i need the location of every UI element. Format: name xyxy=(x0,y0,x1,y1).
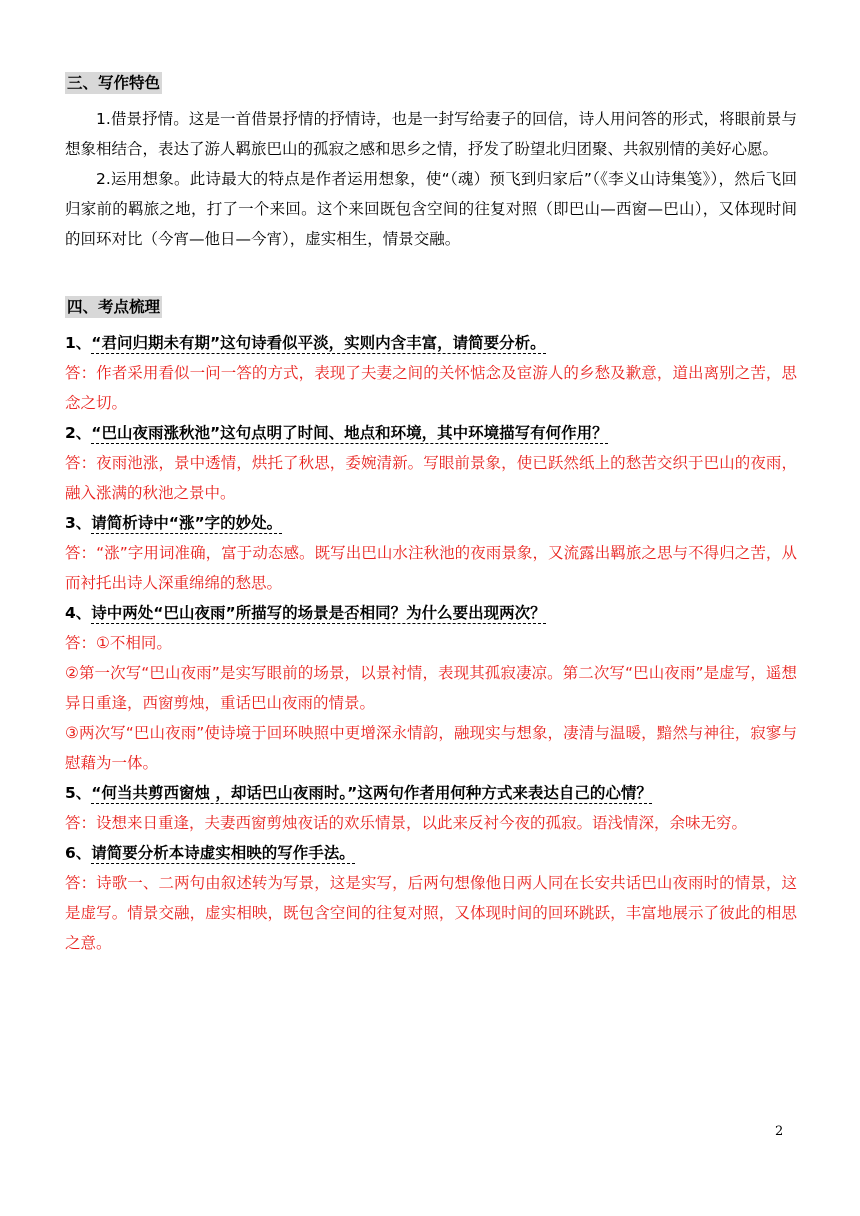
question-text: “巴山夜雨涨秋池”这句点明了时间、地点和环境，其中环境描写有何作用？ xyxy=(91,424,608,442)
answer: 答：“涨”字用词准确，富于动态感。既写出巴山水注秋池的夜雨景象，又流露出羁旅之思与不得归之苦，从而衬托出诗人深重绵绵的愁思。 xyxy=(65,544,797,592)
question-number: 1、 xyxy=(65,334,92,352)
answer: 答：作者采用看似一问一答的方式，表现了夫妻之间的关怀惦念及宦游人的乡愁及歉意，道出离别之苦，思念之切。 xyxy=(65,364,797,412)
question-text: “君问归期未有期”这句诗看似平淡，实则内含丰富，请简要分析。 xyxy=(91,334,546,352)
section-heading: 三、写作特色 xyxy=(67,74,161,92)
qa-item xyxy=(65,328,797,418)
question xyxy=(65,418,797,448)
question-number: 3、 xyxy=(65,514,92,532)
paragraph: 2.运用想象。此诗最大的特点是作者运用想象，使“（魂）预飞到归家后”（《李义山诗集笺》），然后飞回归家前的羁旅之地，打了一个来回。这个来回既包含空间的往复对照（即巴山—西窗—巴山），又体现时间的回环对比（今宵—他日—今宵），虚实相生，情景交融。 xyxy=(65,170,797,248)
question-number: 5、 xyxy=(65,784,92,802)
section-heading: 四、考点梳理 xyxy=(67,298,161,316)
answer: ②第一次写“巴山夜雨”是实写眼前的场景，以景衬情，表现其孤寂凄凉。第二次写“巴山夜雨”是虚写，遥想异日重逢，西窗剪烛，重话巴山夜雨的情景。 xyxy=(65,664,797,712)
question xyxy=(65,838,797,868)
qa-item xyxy=(65,598,797,778)
answer: 答：①不相同。 xyxy=(65,634,172,652)
question-number: 6、 xyxy=(65,844,92,862)
question xyxy=(65,508,797,538)
question-text: 诗中两处“巴山夜雨”所描写的场景是否相同？为什么要出现两次？ xyxy=(91,604,546,622)
question xyxy=(65,778,797,808)
question-number: 2、 xyxy=(65,424,92,442)
question-text: “何当共剪西窗烛 ，却话巴山夜雨时。”这两句作者用何种方式来表达自己的心情？ xyxy=(91,784,652,802)
document-page xyxy=(65,62,797,958)
qa-item xyxy=(65,778,797,838)
qa-item xyxy=(65,838,797,958)
answer: 答：设想来日重逢，夫妻西窗剪烛夜话的欢乐情景，以此来反衬今夜的孤寂。语浅情深，余味无穷。 xyxy=(65,814,748,832)
question xyxy=(65,328,797,358)
paragraph: 1.借景抒情。这是一首借景抒情的抒情诗，也是一封写给妻子的回信，诗人用问答的形式，将眼前景与想象相结合，表达了游人羁旅巴山的孤寂之感和思乡之情，抒发了盼望北归团聚、共叙别情的美好心愿。 xyxy=(65,110,797,158)
answer: 答：夜雨池涨，景中透情，烘托了秋思，委婉清新。写眼前景象，使已跃然纸上的愁苦交织于巴山的夜雨，融入涨满的秋池之景中。 xyxy=(65,454,797,502)
question-text: 请简要分析本诗虚实相映的写作手法。 xyxy=(91,844,355,862)
question-number: 4、 xyxy=(65,604,92,622)
answer: 答：诗歌一、二两句由叙述转为写景，这是实写，后两句想像他日两人同在长安共话巴山夜雨时的情景，这是虚写。情景交融，虚实相映，既包含空间的往复对照，又体现时间的回环跳跃，丰富地展示了彼此的相思之意。 xyxy=(65,874,797,952)
section-exam-points xyxy=(65,284,797,958)
question xyxy=(65,598,797,628)
section-writing-features xyxy=(65,62,797,254)
question-text: 请简析诗中“涨”字的妙处。 xyxy=(91,514,283,532)
qa-item xyxy=(65,418,797,508)
answer: ③两次写“巴山夜雨”使诗境于回环映照中更增深永情韵，融现实与想象，凄清与温暖，黯然与神往，寂寥与慰藉为一体。 xyxy=(65,724,797,772)
page-number: 2 xyxy=(775,1124,784,1139)
qa-item xyxy=(65,508,797,598)
